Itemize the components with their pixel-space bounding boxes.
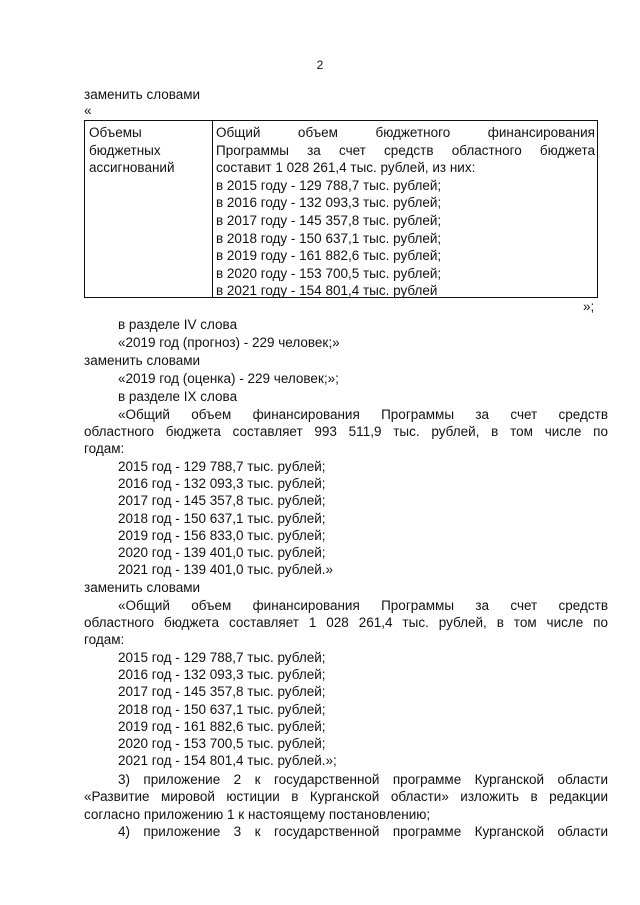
table-value-line: в 2020 году - 153 700,5 тыс. рублей; bbox=[216, 265, 442, 281]
section9-new-year: 2016 год - 132 093,3 тыс. рублей; bbox=[118, 667, 326, 682]
section9-new-year: 2019 год - 161 882,6 тыс. рублей; bbox=[118, 719, 326, 734]
table-value-line: Программы за счет средств областного бюджета bbox=[216, 142, 595, 158]
section9-new-line: «Общий объем финансирования Программы за счет средств bbox=[118, 598, 608, 613]
close-quote: »; bbox=[583, 299, 595, 314]
table-value-line: в 2015 году - 129 788,7 тыс. рублей; bbox=[216, 177, 442, 193]
table-label-line: бюджетных bbox=[89, 142, 161, 158]
section9-old-year: 2016 год - 132 093,3 тыс. рублей; bbox=[118, 476, 326, 491]
section4-replace-label: заменить словами bbox=[84, 353, 201, 368]
section9-old-year: 2017 год - 145 357,8 тыс. рублей; bbox=[118, 493, 326, 508]
table-value-line: в 2017 году - 145 357,8 тыс. рублей; bbox=[216, 212, 442, 228]
open-quote: « bbox=[84, 103, 92, 118]
item4-line: 4) приложение 3 к государственной программе Курганской области bbox=[118, 824, 608, 839]
table-divider bbox=[212, 121, 213, 297]
item3-line: «Развитие мировой юстиции в Курганской области» изложить в редакции bbox=[84, 789, 608, 804]
section9-replace-label: заменить словами bbox=[84, 580, 201, 595]
table-value-cell bbox=[216, 124, 595, 300]
page-number: 2 bbox=[316, 58, 324, 72]
section4-heading: в разделе IV слова bbox=[118, 317, 238, 332]
item3-line: согласно приложению 1 к настоящему постановлению; bbox=[84, 807, 431, 822]
section9-new-year: 2020 год - 153 700,5 тыс. рублей; bbox=[118, 736, 326, 751]
table-value-line: в 2016 году - 132 093,3 тыс. рублей; bbox=[216, 195, 442, 211]
section9-new-year: 2018 год - 150 637,1 тыс. рублей; bbox=[118, 702, 326, 717]
section9-old-line: областного бюджета составляет 993 511,9 тыс. рублей, в том числе по bbox=[84, 424, 608, 439]
table-value-line: в 2019 году - 161 882,6 тыс. рублей; bbox=[216, 248, 442, 264]
item3-line: 3) приложение 2 к государственной программе Курганской области bbox=[118, 772, 608, 787]
section4-old: «2019 год (прогноз) - 229 человек;» bbox=[118, 335, 340, 350]
table-label-line: ассигнований bbox=[89, 160, 175, 176]
section9-old-line: «Общий объем финансирования Программы за счет средств bbox=[118, 407, 608, 422]
section9-old-year: 2020 год - 139 401,0 тыс. рублей; bbox=[118, 545, 326, 560]
table-value-line: в 2018 году - 150 637,1 тыс. рублей; bbox=[216, 230, 442, 246]
section9-old-year: 2021 год - 139 401,0 тыс. рублей.» bbox=[118, 562, 334, 577]
section9-new-line: областного бюджета составляет 1 028 261,4 тыс. рублей, в том числе по bbox=[84, 615, 608, 630]
section9-heading: в разделе IX слова bbox=[118, 389, 238, 404]
section4-new: «2019 год (оценка) - 229 человек;»; bbox=[118, 371, 339, 386]
section9-new-year: 2015 год - 129 788,7 тыс. рублей; bbox=[118, 650, 326, 665]
table-value-line: Общий объем бюджетного финансирования bbox=[216, 125, 595, 140]
table-value-line: в 2021 году - 154 801,4 тыс. рублей bbox=[216, 283, 438, 299]
table-value-line: составит 1 028 261,4 тыс. рублей, из них: bbox=[216, 160, 476, 176]
section9-new-line: годам: bbox=[84, 632, 125, 647]
table-label-line: Объемы bbox=[89, 125, 142, 140]
budget-table bbox=[84, 120, 598, 298]
section9-new-year: 2017 год - 145 357,8 тыс. рублей; bbox=[118, 684, 326, 699]
section9-old-line: годам: bbox=[84, 441, 125, 456]
table-label-cell bbox=[89, 124, 175, 177]
section9-old-year: 2015 год - 129 788,7 тыс. рублей; bbox=[118, 459, 326, 474]
section9-old-year: 2018 год - 150 637,1 тыс. рублей; bbox=[118, 511, 326, 526]
section9-new-year: 2021 год - 154 801,4 тыс. рублей.»; bbox=[118, 753, 337, 768]
section9-old-year: 2019 год - 156 833,0 тыс. рублей; bbox=[118, 528, 326, 543]
replace-with-label: заменить словами bbox=[84, 87, 201, 102]
